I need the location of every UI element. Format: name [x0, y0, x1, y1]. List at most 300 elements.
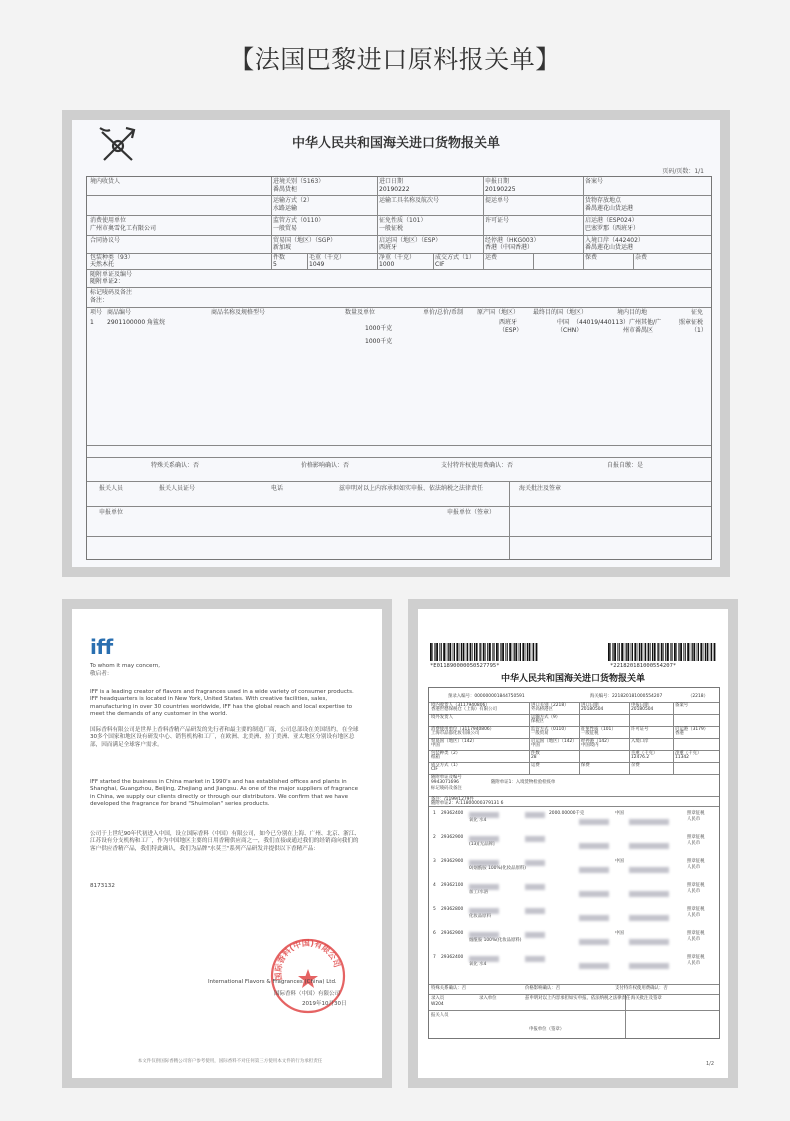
barcode-bar	[700, 643, 702, 661]
barcode-bar	[644, 643, 645, 661]
customs-page-info: （2218）	[688, 694, 708, 699]
barcode-bar	[533, 643, 534, 661]
transport-label: 运输方式（2）	[273, 197, 313, 204]
declaration-statement: 兹申明对以上内容承担如实申报、依法纳税之法律责任	[339, 485, 484, 492]
barcode-bar	[658, 643, 659, 661]
item-code: 2901100000	[107, 319, 146, 326]
item-currency: 人民币	[687, 817, 701, 822]
supervision-value: 一般贸易	[273, 225, 298, 232]
barcode-bar	[665, 643, 666, 661]
barcode-bar	[657, 643, 658, 661]
barcode-bar	[680, 643, 682, 661]
redacted-area	[579, 963, 609, 969]
redacted-area	[469, 932, 499, 938]
start-port-label: 启运港（3179）	[675, 727, 709, 732]
item-currency: 人民币	[687, 865, 701, 870]
via-port-value: 中国境内	[581, 743, 599, 748]
redacted-area	[469, 884, 499, 890]
barcode-bar	[648, 643, 650, 661]
via-port-label: 经停港（HKG003）	[485, 237, 540, 244]
pieces-label: 件数	[273, 254, 286, 261]
vessel-label: 运输工具名称及航次号	[379, 197, 440, 204]
import-port-value: 番禺货柜	[273, 186, 298, 193]
item-row	[429, 906, 719, 930]
docs-value: 9943071696	[431, 780, 459, 785]
origin-country-label: 启运国（地区）（142）	[531, 739, 577, 744]
import-date-label: 进口日期	[581, 703, 599, 708]
marks-label: 标记唛码及备注	[431, 786, 462, 791]
items-header-origin: 原产国（地区）	[477, 309, 520, 316]
trade-country-label: 贸易国（地区）（SGP）	[273, 237, 337, 244]
barcode-right	[608, 643, 718, 661]
barcode-bar	[446, 643, 447, 661]
import-date-value: 20190222	[379, 186, 410, 193]
net-weight-label: 净重（千克）	[379, 254, 416, 261]
barcode-bar	[493, 643, 494, 661]
consumer-label: 消费使用单位	[90, 217, 127, 224]
item-code: 29362100	[441, 883, 464, 888]
declarant-label: 报关人员	[99, 485, 124, 492]
entry-unit: 录入单位	[479, 996, 497, 1001]
items-header-name: 商品名称及规格型号	[211, 309, 266, 316]
barcode-bar	[489, 643, 491, 661]
item-row	[429, 834, 719, 858]
barcode-bar	[466, 643, 467, 661]
barcode-bar	[507, 643, 508, 661]
barcode-bar	[463, 643, 465, 661]
barcode-bar	[619, 643, 620, 661]
item-dest: 中国	[615, 859, 624, 864]
item-domestic-1: （44019/440113）广州其他/广	[573, 319, 662, 326]
transport-value: 水路运输	[273, 205, 298, 212]
entry-port-value: 番禺莲花山货运港	[585, 244, 634, 251]
barcode-bar	[639, 643, 640, 661]
code-w: W204	[431, 1002, 444, 1007]
start-port-label: 启运港（ESP024）	[585, 217, 638, 224]
barcode-bar	[626, 643, 627, 661]
barcode-bar	[470, 643, 472, 661]
item-dest: 中国	[615, 811, 624, 816]
trade-country-value: 中国	[431, 743, 440, 748]
barcode-bar	[634, 643, 636, 661]
origin-country-label: 启运国（地区）（ESP）	[379, 237, 442, 244]
overseas-label: 境外发货人	[431, 715, 453, 720]
item-levy: 照章征税	[687, 811, 705, 816]
levy-nature-value: 一般征税	[379, 225, 404, 232]
gross-weight-label: 毛重（千克）	[309, 254, 346, 261]
storage-label: 货物存放地点	[585, 197, 622, 204]
item-code: 29362900	[441, 859, 464, 864]
barcode-bar	[522, 643, 524, 661]
item-levy: 照章征税	[687, 907, 705, 912]
attached-docs-label: 随附单证及编号	[90, 271, 133, 278]
barcode-bar	[443, 643, 445, 661]
net-value: 11342	[675, 755, 689, 760]
barcode-bar	[683, 643, 684, 661]
barcode-bar	[483, 643, 485, 661]
premium-label: 保费	[585, 254, 598, 261]
entry-staff: 录入员	[431, 996, 445, 1001]
deal-label: 成交方式（1）	[431, 763, 461, 768]
barcode-bar	[614, 643, 616, 661]
barcode-bar	[480, 643, 481, 661]
redacted-area	[579, 867, 609, 873]
redacted-area	[629, 915, 669, 921]
barcode-bar	[676, 643, 677, 661]
special-confirm: 特殊关系确认：否	[431, 986, 467, 991]
redacted-area	[525, 908, 545, 914]
barcode-bar	[479, 643, 480, 661]
barcode-bar	[502, 643, 504, 661]
item-row	[429, 810, 719, 834]
item-dest-2: （CHN）	[557, 327, 583, 334]
item-detail: 烟酰胺 100%(化妆品原料)	[469, 938, 522, 943]
signature-date: 2019年10月30日	[302, 1001, 347, 1007]
second-declaration-title: 中华人民共和国海关进口货物报关单	[500, 674, 645, 684]
freight-label: 运费	[531, 763, 540, 768]
items-header-no: 项号	[90, 309, 103, 316]
consumer-name: 上海市品都化妆有限公司	[431, 731, 480, 736]
declaration-page-number: 页码/页数：1/1	[662, 168, 704, 175]
barcode-bar	[654, 643, 656, 661]
barcode-bar	[461, 643, 462, 661]
statement: 兹申明对以上内容承担如实申报、依法纳税之法律责任	[525, 996, 631, 1001]
barcode-bar	[496, 643, 498, 661]
start-port-value: 香港	[675, 731, 684, 736]
pieces-value: 5	[273, 261, 277, 268]
barcode-bar	[663, 643, 664, 661]
barcode-bar	[536, 643, 538, 661]
barcode-bar	[436, 643, 438, 661]
item-qty: 2000.00000千克	[549, 811, 585, 816]
record-no-label: 备案号	[585, 178, 604, 185]
letter-footnote: 本文件仅供国际香精公司客户参考使用，国际香料不对任何第三方使用本文件的行为承担责任	[137, 1059, 323, 1064]
items-header-qty: 数量及单位	[345, 309, 376, 316]
import-date-label: 进口日期	[379, 178, 404, 185]
redacted-area	[469, 812, 499, 818]
barcode-bar	[661, 643, 663, 661]
barcode-bar	[500, 643, 501, 661]
items-header-price: 单价/总价/币制	[423, 309, 464, 316]
item-no: 4	[433, 883, 436, 888]
barcode-bar	[687, 643, 689, 661]
note-1: 备注：/1199/1279件	[431, 797, 474, 802]
declare-unit-label: 申报单位	[99, 509, 124, 516]
top-customs-declaration	[72, 120, 720, 567]
consignee-label: 境内收货人（3117940806）	[431, 703, 490, 708]
barcode-bar	[610, 643, 611, 661]
barcode-bar	[441, 643, 442, 661]
barcode-bar	[674, 643, 676, 661]
origin-country-value: 西班牙	[379, 244, 398, 251]
barcode-bar	[476, 643, 478, 661]
redacted-area	[579, 891, 609, 897]
barcode-bar	[650, 643, 651, 661]
redacted-area	[629, 843, 669, 849]
bill-no-label: 提运单号	[485, 197, 510, 204]
net-label: 净重（千克）	[675, 751, 702, 756]
import-date-value: 20180504	[581, 707, 604, 712]
item-domestic-2: 州市番禺区	[623, 327, 654, 334]
barcode-bar	[645, 643, 646, 661]
net-weight-value: 1000	[379, 261, 395, 268]
barcode-bar	[514, 643, 515, 661]
price-confirm: 价格影响确认：否	[525, 986, 561, 991]
barcode-bar	[632, 643, 633, 661]
origin-country-value: 中国	[531, 743, 540, 748]
deal-value: CIF	[435, 261, 445, 268]
signature-company-cn: 国际香料（中国）有限公司	[274, 991, 341, 997]
item-currency: 人民币	[687, 889, 701, 894]
paragraph-1-en: IFF is a leading creator of flavors and fragrances used in a wide variety of consumer products. IFF headquarters is located in New York, United States. With creative facilities, sales, manufacturing in over 30 countries worldwide, IFF has the global reach and local expertise to meet the demands of any customer in the world.	[90, 689, 354, 718]
redacted-area	[629, 891, 669, 897]
redacted-area	[469, 956, 499, 962]
barcode-bar	[474, 643, 475, 661]
items-header-levy: 征免	[691, 309, 704, 316]
levy-nature-label: 征免性质（101）	[379, 217, 427, 224]
docs-label: 随附单证及编号	[431, 775, 462, 780]
barcode-bar	[439, 643, 440, 661]
barcode-bar	[512, 643, 513, 661]
item-code: 29362400	[441, 955, 464, 960]
transport-value: 保税区	[531, 719, 545, 724]
barcode-bar	[608, 643, 610, 661]
import-port-name: 外高桥港区	[531, 707, 553, 712]
consignee-name: 香港世德保税仓（上海）有限公司	[431, 707, 497, 712]
paragraph-1-cn: 国际香料有限公司是世界上香料香精产品研发的先行者和最主要的制造厂商，公司总部设在美国纽约，在全球30多个国家和地区设有研发中心、销售机构和工厂，在欧洲、北美洲、拉丁美洲、亚太地区分别设有地区总部，因而满足全球客户需求。	[90, 727, 359, 748]
barcode-bar	[711, 643, 712, 661]
item-no: 2	[433, 835, 436, 840]
item-row	[429, 882, 719, 906]
barcode-bar	[678, 643, 679, 661]
paragraph-2-cn: 公司于上世纪90年代初进入中国，设立国际香料（中国）有限公司，如今已分别在上海、广州、北京、浙江、江苏设有分支机构和工厂，作为中国地区主要的日用香精供应商之一，我们直接或通过我们的经销商向我们的客户供应香精产品，我们特此确认，我们为品牌"水莫兰"系列产品研发并提供以下香精产品：	[90, 831, 361, 852]
pieces-label: 件数	[531, 751, 540, 756]
barcode-bar	[690, 643, 691, 661]
barcode-bar	[485, 643, 486, 661]
barcode-bar	[449, 643, 451, 661]
barcode-right-text: *221820181000554207*	[610, 663, 677, 669]
declaration-grid	[86, 176, 712, 560]
supervision-value: 一般贸易	[531, 731, 549, 736]
import-port-label: 进境关别（5163）	[273, 178, 325, 185]
declarant-no-label: 报关人员证号	[159, 485, 196, 492]
redacted-area	[579, 843, 609, 849]
levy-nature-label: 征免性质（101）	[581, 727, 616, 732]
barcode-bar	[448, 643, 449, 661]
declare-unit: 申报单位（签章）	[529, 1027, 565, 1032]
deal-label: 成交方式（1）	[435, 254, 475, 261]
item-qty-1: 1000千克	[365, 325, 393, 332]
gross-value: 12476.2	[631, 755, 650, 760]
supervision-label: 监管方式（0110）	[531, 727, 569, 732]
barcode-bar	[532, 643, 533, 661]
barcode-bar	[432, 643, 433, 661]
record-no-label: 备案号	[675, 703, 689, 708]
barcode-bar	[670, 643, 671, 661]
barcode-bar	[714, 643, 716, 661]
barcode-bar	[693, 643, 695, 661]
items-header-code: 商品编号	[107, 309, 132, 316]
declare-date-value: 20190225	[485, 186, 516, 193]
trade-country-value: 新加坡	[273, 244, 292, 251]
marks-value: 备注：	[90, 297, 109, 304]
item-detail: (13)[无品牌]	[469, 842, 495, 847]
item-row	[429, 858, 719, 882]
barcode-bar	[459, 643, 460, 661]
barcode-bar	[612, 643, 613, 661]
item-no: 3	[433, 859, 436, 864]
item-code: 29362900	[441, 931, 464, 936]
self-pay-confirm: 自报自缴：是	[607, 462, 644, 469]
item-origin-2: （ESP）	[499, 327, 523, 334]
iff-letter	[72, 609, 382, 1078]
barcode-bar	[527, 643, 528, 661]
item-detail: 化妆品原料	[469, 914, 491, 919]
price-impact: 价格影响确认：否	[301, 462, 350, 469]
consumer-label: 消费使用单位（3117940806）	[431, 727, 495, 732]
customs-note-label: 海关批注及签章	[519, 485, 562, 492]
permit-label: 许可证号	[631, 727, 649, 732]
note-2: 随附单证2：A:11800000379131 6	[431, 801, 504, 806]
item-no: 7	[433, 955, 436, 960]
item-currency: 人民币	[687, 913, 701, 918]
barcode-left-text: *E011890000050527795*	[430, 663, 500, 669]
barcode-bar	[519, 643, 520, 661]
item-no: 5	[433, 907, 436, 912]
barcode-bar	[703, 643, 704, 661]
package-value: 纸箱	[431, 755, 440, 760]
barcode-bar	[472, 643, 473, 661]
item-name: 角鲨烷	[147, 319, 166, 326]
item-levy: 照章征税	[687, 835, 705, 840]
redacted-area	[525, 836, 545, 842]
item-detail: 氧化 水4	[469, 962, 487, 967]
greeting-en: To whom it may concern,	[90, 663, 161, 669]
barcode-bar	[685, 643, 686, 661]
item-code: 29362800	[441, 907, 464, 912]
pieces-value: 28	[531, 755, 537, 760]
redacted-area	[629, 819, 669, 825]
barcode-bar	[617, 643, 618, 661]
declare-unit-seal: 申报单位（签章）	[447, 509, 496, 516]
barcode-bar	[692, 643, 693, 661]
barcode-bar	[525, 643, 526, 661]
declare-date-value: 20180504	[631, 707, 654, 712]
item-levy-1: 照章征税	[679, 319, 704, 326]
barcode-bar	[454, 643, 455, 661]
barcode-bar	[498, 643, 499, 661]
redacted-area	[579, 915, 609, 921]
redacted-area	[469, 860, 499, 866]
barcode-bar	[456, 643, 458, 661]
barcode-bar	[515, 643, 517, 661]
redacted-area	[525, 812, 545, 818]
redacted-area	[629, 939, 669, 945]
item-dest: 中国	[615, 931, 624, 936]
consignee-label: 境内收货人	[90, 178, 121, 185]
item-levy: 照章征税	[687, 955, 705, 960]
item-code: 29362400	[441, 811, 464, 816]
barcode-bar	[520, 643, 521, 661]
package-label: 包装种类（93）	[90, 254, 134, 261]
barcode-bar	[652, 643, 653, 661]
levy-nature-value: 一般征税	[581, 731, 599, 736]
start-port-value: 巴塞罗那（西班牙）	[585, 225, 640, 232]
declare-date-label: 申报日期	[485, 178, 510, 185]
item-levy: 照章征税	[687, 931, 705, 936]
barcode-bar	[492, 643, 493, 661]
iff-letter-frame	[62, 599, 392, 1088]
barcode-bar	[641, 643, 643, 661]
via-port-label: 经停港（142）	[581, 739, 612, 744]
item-row	[429, 954, 719, 978]
barcode-left	[430, 643, 540, 661]
supervision-label: 监管方式（0110）	[273, 217, 325, 224]
greeting-cn: 敬启者：	[90, 671, 113, 677]
declare-date-label: 申报日期	[631, 703, 649, 708]
items-header-dest: 最终目的国（地区）	[533, 309, 588, 316]
barcode-bar	[624, 643, 625, 661]
declaration-title: 中华人民共和国海关进口货物报关单	[291, 136, 500, 151]
storage-value: 番禺莲花山货运港	[585, 205, 634, 212]
marks-label: 标记唛码及备注	[90, 289, 133, 296]
redacted-area	[525, 860, 545, 866]
redacted-area	[525, 956, 545, 962]
second-declaration-grid	[428, 687, 720, 1039]
gross-label: 毛重（千克）	[631, 751, 658, 756]
item-row	[429, 930, 719, 954]
barcode-bar	[697, 643, 698, 661]
item-detail: 0)烟酰胺 100%(化妆品原料)	[469, 866, 527, 871]
second-declaration-frame	[408, 599, 738, 1088]
second-customs-declaration	[418, 609, 728, 1078]
trade-country-label: 贸易国（地区）（142）	[431, 739, 477, 744]
item-currency: 人民币	[687, 937, 701, 942]
barcode-bar	[453, 643, 454, 661]
barcode-bar	[671, 643, 672, 661]
redacted-area	[525, 884, 545, 890]
barcode-bar	[434, 643, 435, 661]
declarant-label: 报关人员	[431, 1013, 449, 1018]
freight-label: 运费	[485, 254, 498, 261]
item-levy: 照章征税	[687, 859, 705, 864]
entry-port-label: 入境口岸	[631, 739, 649, 744]
barcode-bar	[487, 643, 488, 661]
royalty-confirm: 支付特许权使用费确认：否	[441, 462, 514, 469]
premium-label: 保费	[581, 763, 590, 768]
item-detail: 加工/水溶	[469, 890, 489, 895]
import-port-label: 进口关别（2218）	[531, 703, 569, 708]
barcode-bar	[509, 643, 511, 661]
barcode-bar	[667, 643, 669, 661]
item-detail: 氧化 水4	[469, 818, 487, 823]
item-dest-1: 中国	[557, 319, 570, 326]
redacted-area	[469, 836, 499, 842]
item-origin-1: 西班牙	[499, 319, 518, 326]
barcode-bar	[505, 643, 506, 661]
barcode-bar	[705, 643, 706, 661]
barcode-bar	[637, 643, 638, 661]
deal-value: CIF	[431, 767, 438, 772]
item-code: 29362900	[441, 835, 464, 840]
item-no: 6	[433, 931, 436, 936]
item-currency: 人民币	[687, 961, 701, 966]
top-declaration-frame	[62, 110, 730, 577]
page-title: 【法国巴黎进口原料报关单】	[229, 45, 561, 74]
barcode-bar	[627, 643, 629, 661]
item-currency: 人民币	[687, 841, 701, 846]
barcode-bar	[710, 643, 711, 661]
